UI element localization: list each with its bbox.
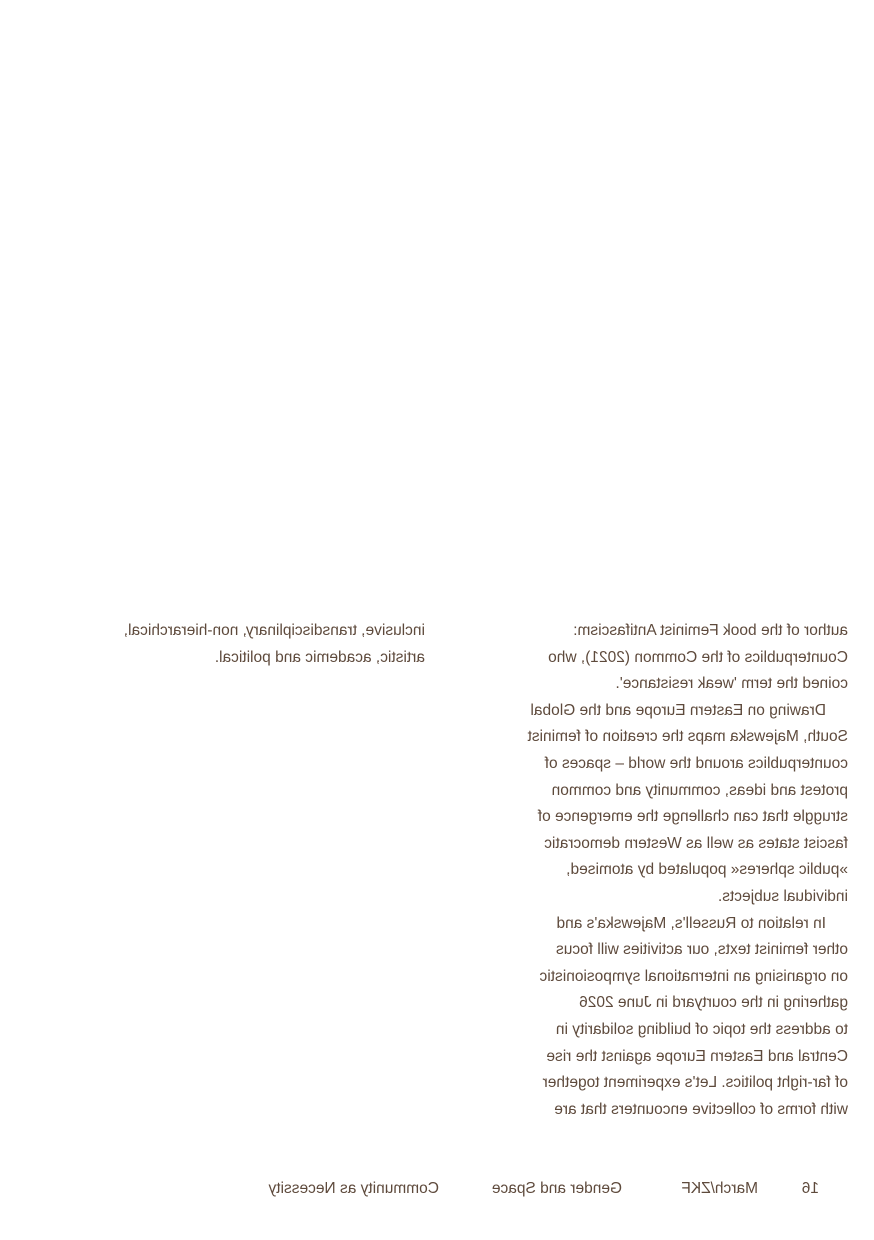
text-line: struggle that can challenge the emergence of: [537, 808, 848, 826]
text-column-right: [15, 618, 425, 671]
text-column-left: [443, 618, 848, 1123]
text-line: individual subjects.: [717, 887, 848, 905]
text-line: other feminist texts, our activities will focus: [555, 941, 848, 959]
text-line: coined the term 'weak resistance'.: [615, 675, 848, 693]
text-line: inclusive, transdisciplinary, non-hierarchical,: [123, 622, 425, 639]
text-line: to address the topic of building solidarity in: [555, 1020, 848, 1038]
text-line: protest and ideas, community and common: [551, 781, 848, 799]
text-line: with forms of collective encounters that are: [554, 1100, 848, 1118]
page-number: 16: [801, 1180, 819, 1197]
section-name: Gender and Space: [491, 1180, 622, 1197]
text-line: Counterpublics of the Common (2021), who: [548, 648, 848, 666]
text-line: fascist states as well as Western democratic: [544, 834, 848, 852]
text-line: In relation to Russell's, Majewska's and: [556, 914, 826, 932]
text-line: counterpublics around the world – spaces of: [544, 754, 848, 772]
text-line: Central and Eastern Europe against the rise: [546, 1047, 848, 1065]
text-line: on organising an international symposionistic: [539, 967, 848, 985]
text-line: gathering in the courtyard in June 2026: [579, 994, 848, 1012]
text-line: of far-right politics. Let's experiment together: [542, 1074, 848, 1092]
page-footer: [0, 1177, 874, 1201]
publication-title: Community as Necessity: [268, 1180, 439, 1197]
text-line: author of the book Feminist Antifascism:: [573, 622, 848, 639]
text-line: Drawing on Eastern Europe and the Global: [530, 701, 826, 719]
text-line: »public spheres« populated by atomised,: [566, 861, 848, 879]
text-line: artistic, academic and political.: [214, 648, 425, 666]
text-line: South, Majewska maps the creation of feminist: [527, 728, 848, 746]
journal-name: March/ZKF: [681, 1180, 758, 1197]
